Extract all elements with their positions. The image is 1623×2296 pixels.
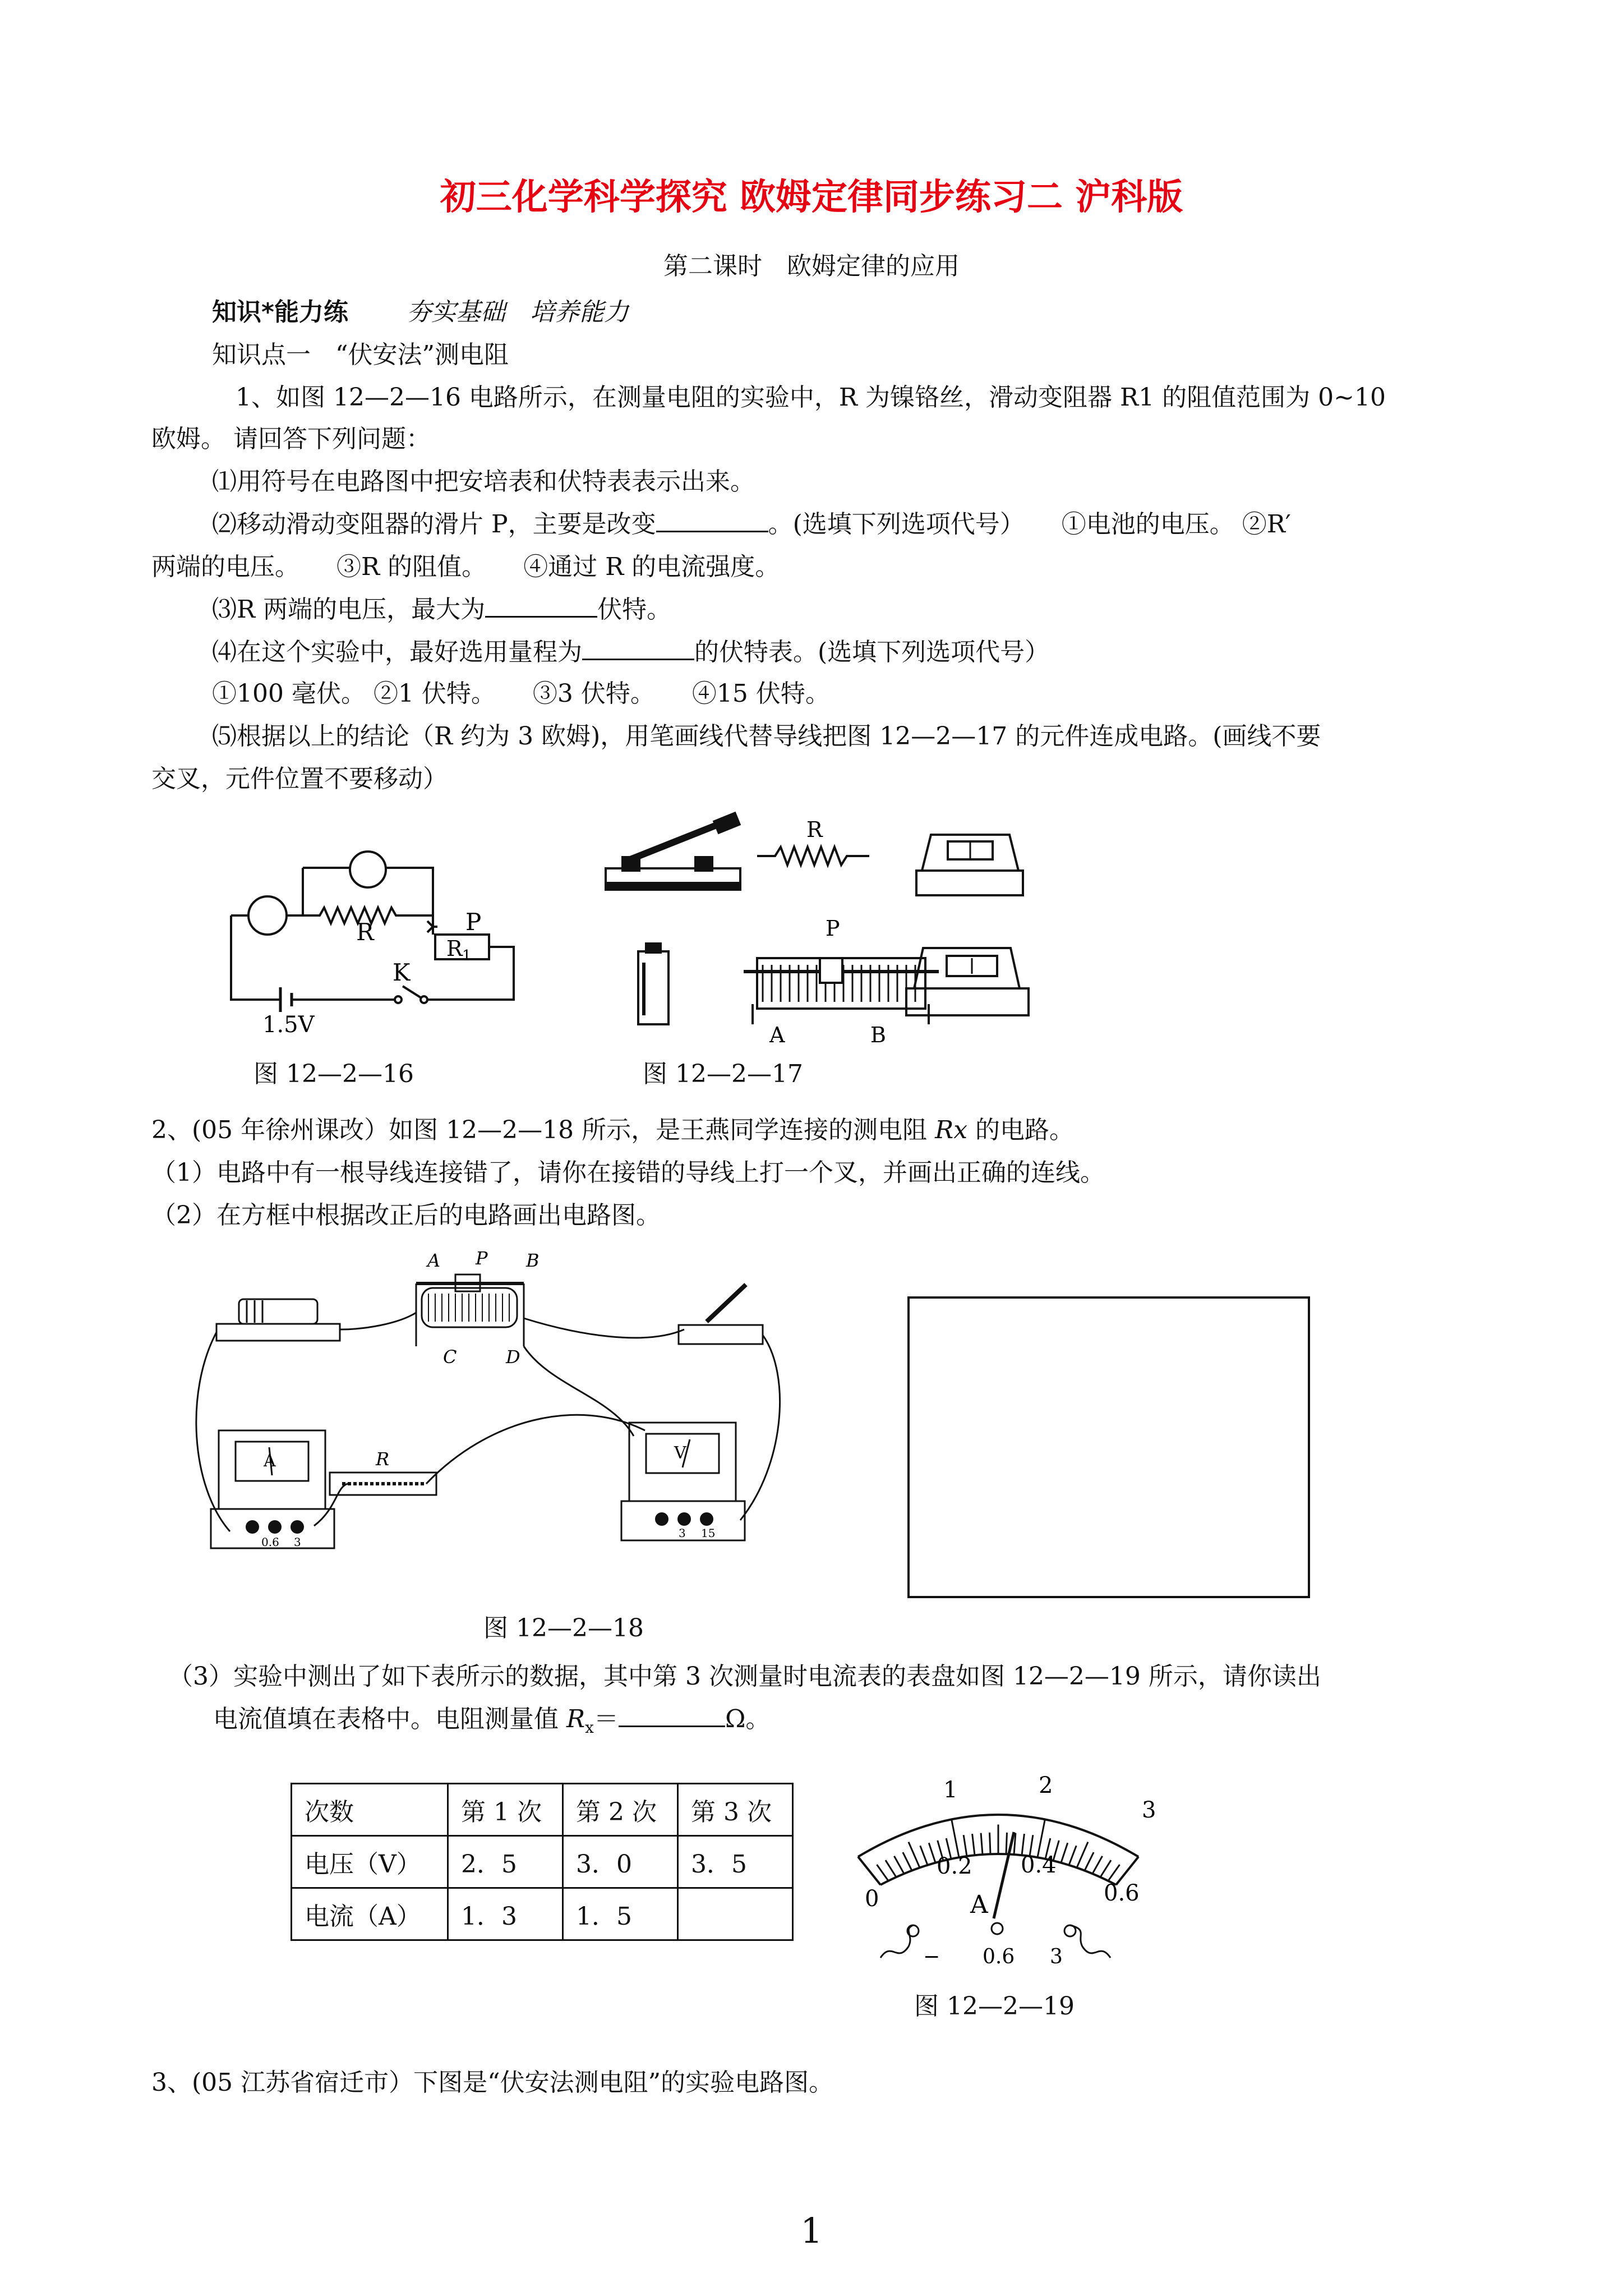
lesson-subtitle: 第二课时 欧姆定律的应用 [663,252,960,280]
dial-top-tick: 1 [943,1777,958,1803]
dial-tick [886,1860,896,1877]
q3-line1: 3、(05 江苏省宿迁市）下图是“伏安法测电阻”的实验电路图。 [151,2068,834,2097]
q2-line1: 2、(05 年徐州课改）如图 12—2—18 所示，是王燕同学连接的测电阻 Rx 的电路。 [151,1116,1075,1144]
dial-tick [1085,1852,1094,1871]
fig16-label-P: P [465,908,482,936]
fig17-label-R: R [806,817,823,842]
q2-sub2: （2）在方框中根据改正后的电路画出电路图。 [151,1201,661,1230]
dial-bottom-tick: 0.2 [937,1853,972,1879]
table-cell: 电流（A） [292,1888,448,1940]
table-cell: 3．5 [678,1836,793,1888]
dial-tick [1108,1865,1120,1881]
fig16-label-V: 1.5V [262,1012,315,1038]
q2-sub1: （1）电路中有一根导线连接错了，请你在接错的导线上打一个叉，并画出正确的连线。 [151,1158,1105,1187]
q1-sub5: ⑸根据以上的结论（R 约为 3 欧姆)，用笔画线代替导线把图 12—2—17 的元件连成电路。(画线不要 [212,722,1321,751]
dial-tick [972,1834,975,1855]
fig17-label-P: P [826,916,840,941]
page-number: 1 [800,2210,823,2251]
fig18-vol-t1: 3 [679,1526,686,1540]
dial-tick [1038,1819,1045,1857]
measurement-table [291,1783,794,1941]
q1-sub4: ⑷在这个实验中，最好选用量程为 的伏特表。(选填下列选项代号） [212,632,1049,668]
dial-tick [894,1856,904,1874]
fig18-vol-t2: 15 [701,1526,716,1540]
q1-sub2-cont: 两端的电压。 ③R 的阻值。 ④通过 R 的电流强度。 [151,553,780,581]
figure-12-2-17 [594,808,1077,1043]
dial-tick [909,1842,920,1868]
dial-terminal: 3 [1050,1945,1063,1968]
q2-sub3: （3）实验中测出了如下表所示的数据，其中第 3 次测量时电流表的表盘如图 12—2—19 所示，请你读出 [168,1662,1321,1691]
dial-tick [1061,1843,1068,1862]
fig18-label-D: D [506,1346,520,1368]
fig16-label-R1-sub: 1 [462,947,472,964]
dial-bottom-tick: 0 [865,1886,879,1912]
fig18-caption: 图 12—2—18 [483,1614,644,1642]
dial-tick [981,1833,983,1855]
dial-tick [1069,1846,1076,1865]
table-header-row [292,1784,793,1836]
blank[interactable] [582,636,694,660]
fig17-caption: 图 12—2—17 [643,1060,803,1088]
table-row [292,1836,793,1888]
dial-tick [858,1857,880,1885]
dial-tick [952,1819,959,1857]
fig18-label-P: P [476,1251,488,1269]
document-title: 初三化学科学探究 欧姆定律同步练习二 沪科版 [440,177,1183,218]
table-cell: 第 2 次 [563,1784,678,1836]
q1-sub2: ⑵移动滑动变阻器的滑片 P，主要是改变 。(选填下列选项代号） ①电池的电压。 ②R′ [212,504,1291,540]
fig18-amm-t1: 0.6 [261,1535,279,1549]
section-label: 知识*能力练 [212,298,349,326]
dial-needle [994,1832,1014,1918]
dial-top-tick: 2 [1039,1773,1053,1798]
fig17-label-A: A [769,1023,785,1043]
dial-tick [920,1846,928,1865]
fig18-label-B: B [526,1251,540,1271]
q1-sub4-options: ①100 毫伏。 ②1 伏特。 ③3 伏特。 ④15 伏特。 [212,679,830,708]
dial-bottom-tick: 0.4 [1021,1852,1057,1878]
table-cell: 第 3 次 [678,1784,793,1836]
dial-tick [903,1852,912,1871]
dial-top-tick: 3 [1142,1797,1156,1823]
q1-sub3: ⑶R 两端的电压，最大为 伏特。 [212,589,671,625]
table-cell: 第 1 次 [448,1784,563,1836]
blank[interactable] [619,1703,725,1727]
table-row [292,1888,793,1940]
fig16-label-K: K [393,959,411,986]
dial-tick [1092,1856,1103,1874]
dial-bottom-tick: 0.6 [1104,1880,1140,1906]
fig18-label-A: A [427,1251,441,1271]
circuit-answer-box[interactable] [907,1296,1310,1598]
table-cell: 1．3 [448,1888,563,1940]
fig18-voltmeter: V [674,1443,686,1463]
dial-tick [1006,1833,1007,1854]
fig18-label-C: C [443,1346,457,1368]
dial-unit: A [970,1890,988,1919]
q1-line2: 欧姆。 请回答下列问题： [151,425,431,453]
fig18-label-R: R [376,1448,390,1470]
table-cell: 次数 [292,1784,448,1836]
table-cell: 电压（V） [292,1836,448,1888]
section-header [212,292,629,328]
dial-tick [1077,1842,1088,1868]
fig16-caption: 图 12—2—16 [253,1060,414,1088]
table-cell[interactable] [678,1888,793,1940]
fig17-label-B: B [870,1023,886,1043]
dial-tick [877,1865,888,1881]
section-slogan: 夯实基础 培养能力 [407,298,629,326]
table-cell: 2．5 [448,1836,563,1888]
fig16-label-R: R [356,918,374,946]
figure-12-2-19 [819,1750,1178,1969]
blank[interactable] [485,593,597,618]
fig18-amm-t2: 3 [294,1535,301,1549]
dial-tick [1100,1860,1111,1877]
q1-sub1: ⑴用符号在电路图中把安培表和伏特表表示出来。 [212,467,755,496]
q2-sub3-cont: 电流值填在表格中。电阻测量值 $R_x= \Omega$。 [213,1699,770,1737]
figure-12-2-16 [224,830,538,1043]
blank[interactable] [656,508,768,532]
q1-line1: 1、如图 12—2—16 电路所示，在测量电阻的实验中，R 为镍铬丝，滑动变阻器 R1 的阻值范围为 0~10 [236,383,1386,412]
knowledge-point: 知识点一 “伏安法”测电阻 [212,341,509,369]
q1-sub5-cont: 交叉，元件位置不要移动） [151,765,448,793]
dial-tick [929,1843,935,1862]
dial-terminal: − [923,1945,940,1968]
fig16-label-R1: R [446,936,463,961]
table-cell: 1．5 [563,1888,678,1940]
fig19-caption: 图 12—2—19 [914,1992,1075,2021]
table-cell: 3．0 [563,1836,678,1888]
fig18-ammeter: A [264,1451,276,1471]
dial-terminal: 0.6 [983,1945,1015,1968]
figure-12-2-18 [185,1251,808,1588]
